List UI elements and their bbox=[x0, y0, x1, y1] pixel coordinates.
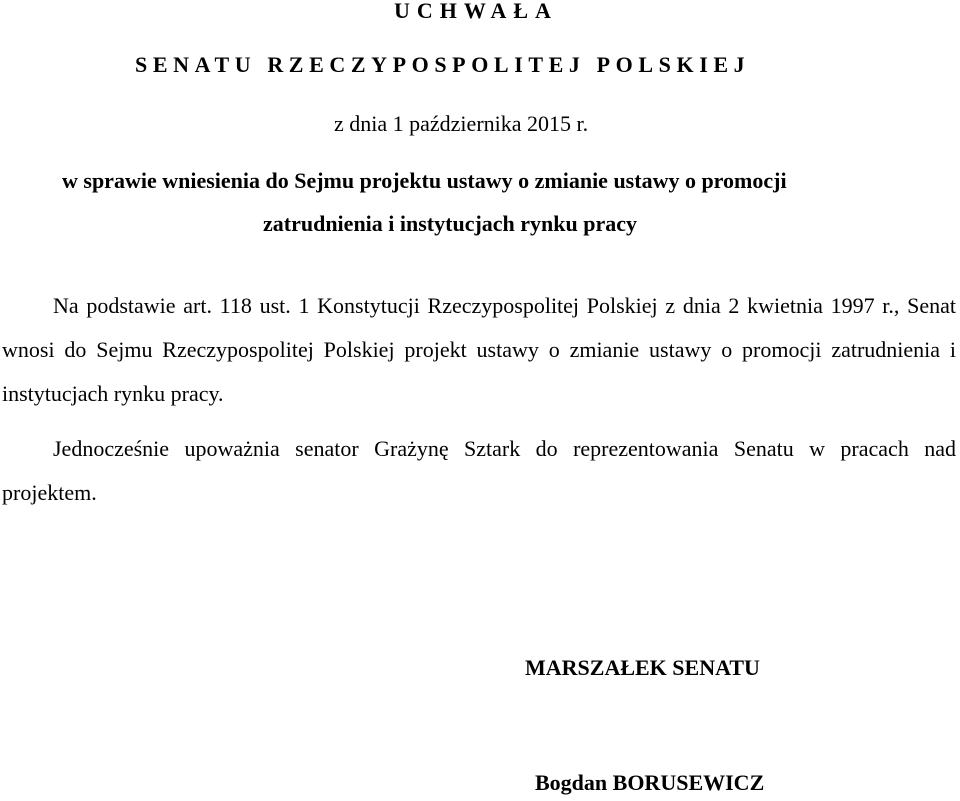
signature-title: MARSZAŁEK SENATU bbox=[525, 655, 760, 680]
signature-name: Bogdan BORUSEWICZ bbox=[535, 770, 765, 795]
subject-line-2: zatrudnienia i instytucjach rynku pracy bbox=[263, 211, 638, 236]
body-paragraph-2: Jednocześnie upoważnia senator Grażynę Sztark do reprezentowania Senatu w pracach nad projektem. bbox=[2, 436, 956, 505]
body-paragraph-1: Na podstawie art. 118 ust. 1 Konstytucji Rzeczypospolitej Polskiej z dnia 2 kwietnia 1997 r., Senat wnosi do Sejmu Rzeczypospolitej Polskiej projekt ustawy o zmianie ustawy o promocji zatrudnienia i instytucjach rynku pracy. bbox=[2, 293, 956, 406]
document-title: UCHWAŁA bbox=[394, 0, 558, 23]
document-subtitle: SENATU RZECZYPOSPOLITEJ POLSKIEJ bbox=[135, 52, 751, 77]
document-date: z dnia 1 października 2015 r. bbox=[334, 111, 589, 136]
subject-line-1: w sprawie wniesienia do Sejmu projektu ustawy o zmianie ustawy o promocji bbox=[62, 168, 787, 193]
